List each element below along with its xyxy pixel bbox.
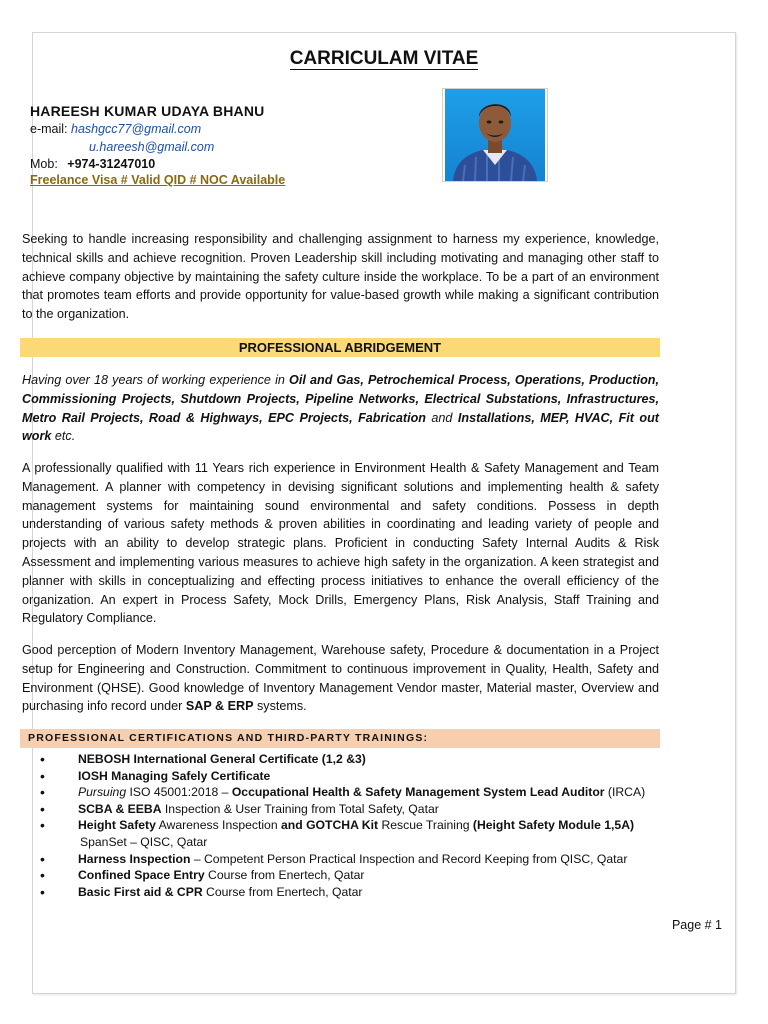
experience-prefix: Having over 18 years of working experience in <box>22 373 290 387</box>
list-item: • Harness Inspection – Competent Person Practical Inspection and Record Keeping from QISC, Qatar <box>40 851 660 868</box>
email-label: e-mail: <box>30 122 68 136</box>
candidate-name: HAREESH KUMAR UDAYA BHANU <box>30 103 265 119</box>
email-link-1[interactable]: hashgcc77@gmail.com <box>71 122 202 136</box>
list-item: • IOSH Managing Safely Certificate <box>40 768 660 785</box>
inventory-end: systems. <box>253 699 307 714</box>
list-item: • SCBA & EEBA Inspection & User Training from Total Safety, Qatar <box>40 801 660 818</box>
experience-summary <box>22 371 659 446</box>
portrait-image <box>443 89 547 181</box>
list-item: • NEBOSH International General Certificate (1,2 &3) <box>40 751 660 768</box>
qualification-paragraph: A professionally qualified with 11 Years rich experience in Environment Health & Safety Management and Team Management. A planner with competency in devising significant solutions and implementing health & safety management systems for maintaining sound environmental and safety conditions. Possess in depth understanding of various safety methods & proven abilities in coordinating and leading variety of people and projects with an ability to develop strategic plans. Proficient in conducting Safety Internal Audits & Risk Assessment and implementing various measures to achieve high safety in the organization. A keen strategist and planner with skills in conceptualizing and effecting process initiatives to enhance the overall efficiency of the organization. An expert in Process Safety, Mock Drills, Emergency Plans, Risk Analysis, Staff Training and Regulatory Compliance. <box>22 461 659 626</box>
page-number: Page # 1 <box>671 918 722 932</box>
certifications-heading: PROFESSIONAL CERTIFICATIONS AND THIRD-PARTY TRAININGS: <box>20 729 660 748</box>
mobile-line <box>30 156 155 173</box>
email-line-1 <box>30 121 201 138</box>
inventory-text: Good perception of Modern Inventory Management, Warehouse safety, Procedure & documentation in a Project setup for Engineering and Construction. Commitment to continuous improvement in Quality, Health, Safety and Environment (QHSE). Good knowledge of Inventory Management Vendor master, Material master, Overview and purchasing info record under <box>22 643 659 714</box>
experience-fields-1: Oil and Gas, Petrochemical Process, Operations, Production, Commissioning Projects, Shutdown Projects, Pipeline Networks, Electrical Substations, Infrastructures, Metro Rail Projects, Road & Highways, EPC Projects, Fabrication <box>22 373 659 425</box>
candidate-photo <box>442 88 548 182</box>
list-item-continuation: SpanSet – QISC, Qatar <box>80 834 208 849</box>
list-item: • Confined Space Entry Course from Enertech, Qatar <box>40 867 660 884</box>
experience-suffix: etc. <box>51 429 76 444</box>
experience-and: and <box>425 410 458 425</box>
inventory-paragraph <box>22 641 659 716</box>
career-objective: Seeking to handle increasing responsibility and challenging assignment to harness my experience, knowledge, technical skills and achieve recognition. Proven Leadership skill including motivating and managing other staff to achieve company objective by maintaining the safety culture inside the workplace. To be a part of an environment that promotes team efforts and provide opportunity for value-based growth while making a significant contribution to the organization. <box>22 232 659 322</box>
list-item: • Pursuing ISO 45001:2018 – Occupational Health & Safety Management System Lead Auditor (IRCA) <box>40 784 660 801</box>
certifications-list <box>40 751 660 900</box>
mobile-number: +974-31247010 <box>67 157 156 171</box>
document-title: CARRICULAM VITAE <box>289 48 479 69</box>
mobile-label: Mob: <box>30 157 58 171</box>
email-link-2[interactable]: u.hareesh@gmail.com <box>89 140 215 154</box>
list-item: • Basic First aid & CPR Course from Enertech, Qatar <box>40 884 660 901</box>
list-item: • Height Safety Awareness Inspection and GOTCHA Kit Rescue Training (Height Safety Module 1,5A) <box>40 817 660 834</box>
professional-abridgement-heading: PROFESSIONAL ABRIDGEMENT <box>20 338 660 357</box>
experience-fields-2: Installations, MEP, HVAC, Fit out work <box>22 410 660 444</box>
inventory-systems: SAP & ERP <box>185 699 254 714</box>
visa-status: Freelance Visa # Valid QID # NOC Available <box>30 173 286 187</box>
email-line-2 <box>89 139 214 156</box>
